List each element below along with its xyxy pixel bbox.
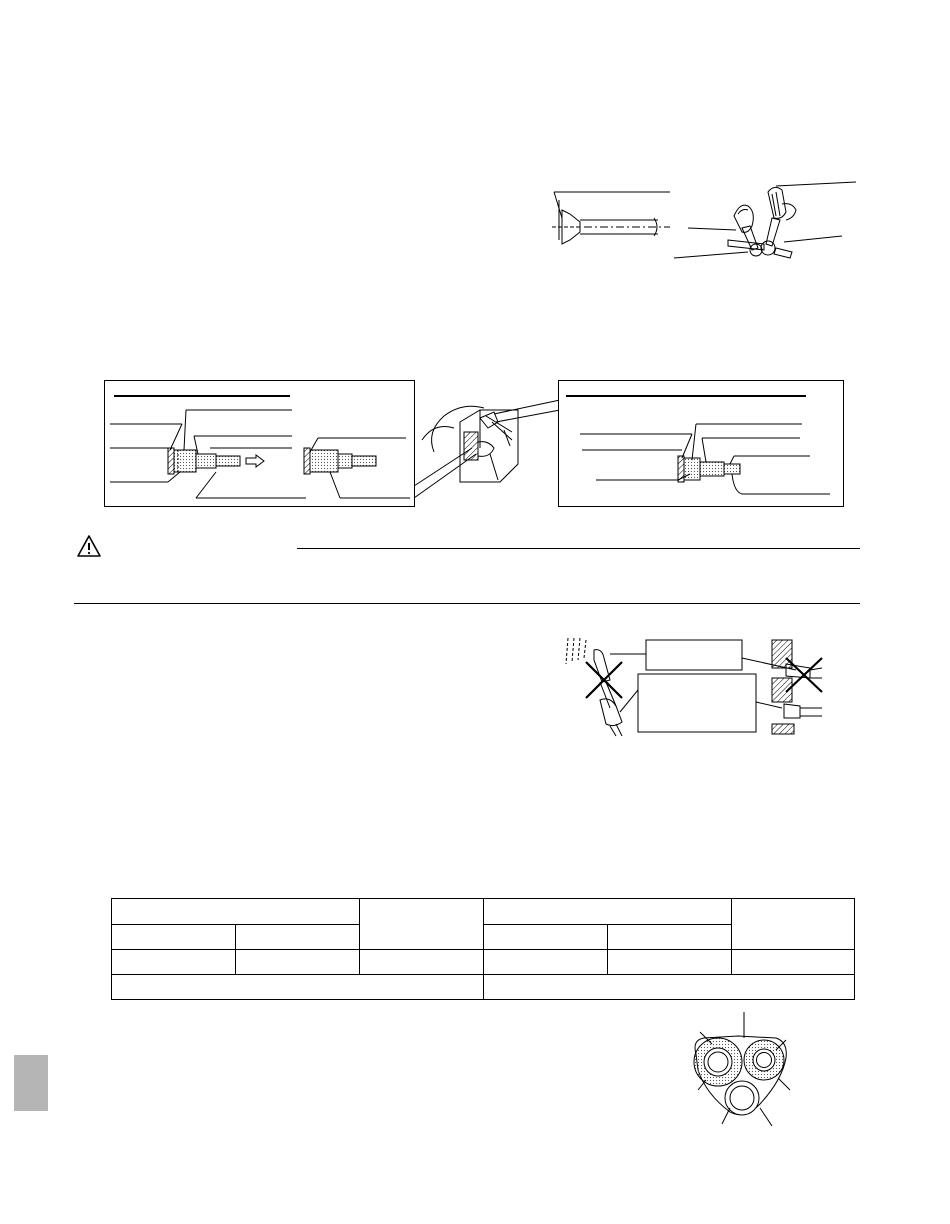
table-cell — [608, 950, 732, 975]
table-cell — [112, 899, 360, 925]
table-cell — [112, 925, 236, 950]
table-cell — [360, 950, 484, 975]
torque-wrench-figure — [668, 178, 858, 268]
unit-port-figure — [414, 392, 562, 502]
table-cell — [360, 899, 484, 950]
table-cell — [236, 950, 360, 975]
pipe-connection-detail-left — [104, 380, 416, 508]
table-cell — [732, 950, 855, 975]
table-cell — [484, 899, 732, 925]
table-cell — [484, 950, 608, 975]
section-divider — [74, 603, 860, 604]
warning-triangle-icon — [76, 534, 102, 558]
pipe-connection-detail-right — [558, 380, 846, 508]
table-cell — [484, 975, 855, 1000]
table-cell — [236, 925, 360, 950]
table-cell — [608, 925, 732, 950]
caution-rule — [297, 548, 860, 549]
pipe-insulation-cross-section — [682, 1010, 798, 1128]
table-cell — [112, 950, 236, 975]
flare-pipe-figure — [540, 180, 680, 260]
table-cell — [484, 925, 608, 950]
side-tab — [14, 1055, 48, 1111]
table-cell — [732, 899, 855, 950]
table-cell — [112, 975, 484, 1000]
protect-pipe-end-figure — [560, 636, 822, 736]
pipe-spec-table — [111, 898, 855, 1000]
